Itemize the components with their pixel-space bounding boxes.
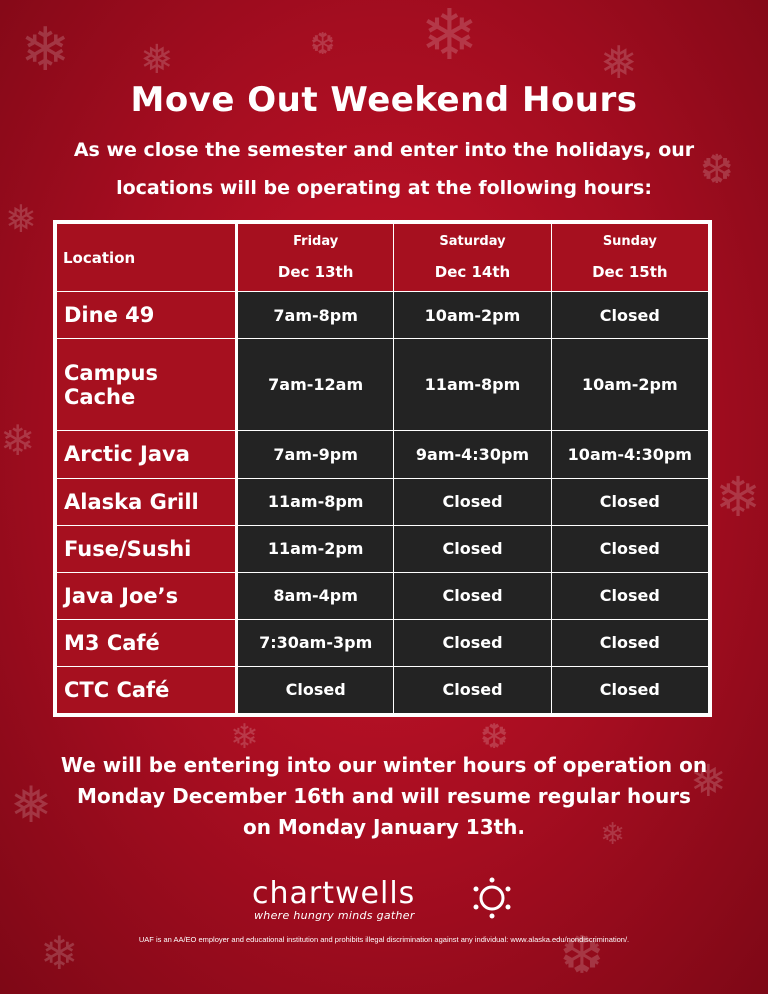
snowflake-decoration: ❆ [310,27,336,62]
snowflake-decoration: ❄ [420,0,479,76]
hours-cell: Closed [551,478,708,525]
hours-cell: Closed [551,572,708,619]
table-row [57,431,709,478]
hours-cell: 9am-4:30pm [394,431,551,478]
hours-cell: 10am-2pm [394,292,551,339]
footer-disclaimer: UAF is an AA/EO employer and educational institution and prohibits illegal discrimination against any individual: www.alaska.edu/nondiscrimination/. [138,935,630,944]
snowflake-decoration: ❆ [560,926,604,986]
location-name: Campus Cache [57,339,237,431]
winter-hours-notice: We will be entering into our winter hours of operation on Monday December 16th and will resume regular hours on Monday January 13th. [60,753,708,839]
table-row [57,666,709,713]
snowflake-decoration: ❅ [10,776,52,834]
hours-cell: Closed [394,666,551,713]
table-row [57,478,709,525]
hours-cell: Closed [394,478,551,525]
day-header [394,224,551,292]
snowflake-decoration: ❅ [140,37,174,83]
table-row [57,619,709,666]
intro-text: As we close the semester and enter into the holidays, our locations will be operating at the following hours: [73,139,695,199]
location-name: CTC Café [57,666,237,713]
location-name: M3 Café [57,619,237,666]
hours-cell: Closed [551,619,708,666]
brand-name: chartwells [252,876,416,911]
snowflake-decoration: ❄ [715,465,762,529]
snowflake-decoration: ❆ [700,147,734,193]
day-header [237,224,394,292]
hours-cell: 11am-2pm [237,525,394,572]
location-name: Fuse/Sushi [57,525,237,572]
hours-cell: Closed [551,666,708,713]
location-name: Alaska Grill [57,478,237,525]
hours-cell: 11am-8pm [394,339,551,431]
day-header [551,224,708,292]
hours-cell: Closed [394,572,551,619]
location-header: Location [57,224,237,292]
snowflake-decoration: ❄ [0,416,36,465]
snowflake-decoration: ❄ [20,15,71,85]
hours-cell: 8am-4pm [237,572,394,619]
chartwells-emblem-icon [470,876,514,920]
table-row [57,525,709,572]
hours-cell: Closed [551,292,708,339]
day-name: Friday [293,234,339,249]
brand-tagline: where hungry minds gather [254,909,415,922]
day-name: Sunday [602,234,657,249]
hours-cell: 7am-9pm [237,431,394,478]
snowflake-decoration: ❄ [40,926,79,980]
table-row [57,572,709,619]
snowflake-decoration: ❅ [690,756,727,807]
location-name: Arctic Java [57,431,237,478]
hours-cell: 10am-4:30pm [551,431,708,478]
table-row [57,339,709,431]
day-date: Dec 14th [434,263,511,281]
snowflake-decoration: ❅ [5,197,37,241]
hours-cell: 10am-2pm [551,339,708,431]
hours-cell: Closed [394,525,551,572]
snowflake-decoration: ❄ [230,717,259,757]
hours-table [53,220,712,717]
page-title: Move Out Weekend Hours [130,80,638,120]
chartwells-logo [252,876,522,926]
snowflake-decoration: ❅ [600,36,638,89]
snowflake-decoration: ❄ [600,817,626,852]
day-name: Saturday [439,234,506,249]
day-date: Dec 13th [277,263,354,281]
hours-cell: 11am-8pm [237,478,394,525]
hours-cell: 7:30am-3pm [237,619,394,666]
hours-cell: 7am-12am [237,339,394,431]
snowflake-decoration: ❆ [480,717,509,757]
hours-cell: Closed [237,666,394,713]
hours-cell: Closed [394,619,551,666]
day-date: Dec 15th [592,263,668,281]
hours-cell: 7am-8pm [237,292,394,339]
location-name: Dine 49 [57,292,237,339]
table-row [57,292,709,339]
location-name: Java Joe’s [57,572,237,619]
hours-cell: Closed [551,525,708,572]
table-header-row [57,224,709,292]
